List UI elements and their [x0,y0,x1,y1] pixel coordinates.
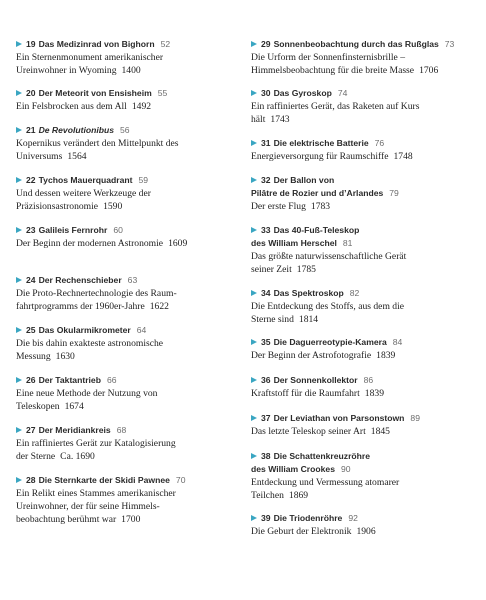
entry-number: 37 [261,413,271,423]
entry-year: 1869 [288,490,309,501]
entry-year: 1906 [356,526,376,537]
triangle-bullet-icon [16,277,22,283]
description-text: Die Urform der Sonnenfinsternisbrille – [251,52,405,63]
entry-heading[interactable] [251,137,473,150]
triangle-bullet-icon [251,90,257,96]
description-text: Der Beginn der Astrofotografie [251,350,372,361]
toc-entry[interactable] [16,124,231,163]
description-text: fahrtprogramms der 1960er-Jahre [16,301,145,312]
triangle-bullet-icon [251,41,257,47]
entry-description-line [16,300,231,313]
entry-title[interactable]: Tychos Mauerquadrant [38,175,133,185]
entry-description-line [16,187,231,200]
entry-year: Ca. 1690 [60,451,95,462]
triangle-bullet-icon [251,140,257,146]
triangle-bullet-icon [16,427,22,433]
entry-heading-line2[interactable] [251,237,473,250]
description-text: Die Entdeckung des Stoffs, aus dem die [251,301,405,312]
entry-number: 22 [26,175,36,185]
entry-year: 1622 [149,301,169,312]
entry-number: 19 [26,39,36,49]
page-number[interactable]: 81 [342,238,353,248]
entry-description-line [16,487,231,500]
description-text: Entdeckung und Vermessung atomarer [251,477,400,488]
page-number[interactable]: 52 [160,39,171,49]
page-number[interactable]: 73 [444,39,455,49]
triangle-bullet-icon [16,177,22,183]
entry-title[interactable]: Der Ballon von [273,175,335,185]
triangle-bullet-icon [16,227,22,233]
triangle-bullet-icon [251,177,257,183]
toc-entry[interactable] [251,412,473,438]
entry-title[interactable]: Das Medizinrad von Bighorn [38,39,155,49]
page-number[interactable]: 79 [389,188,399,198]
toc-entry[interactable] [16,374,231,413]
entry-description-line [16,500,231,513]
entry-description-line [16,150,231,163]
page-number[interactable]: 89 [410,413,420,423]
description-text: Teilchen [251,490,284,501]
triangle-bullet-icon [16,327,22,333]
toc-entry[interactable] [16,174,231,213]
description-text: Sterne sind [251,314,294,325]
entry-number: 31 [261,138,271,148]
entry-year: 1748 [393,151,413,162]
description-text: Die Geburt der Elektronik [251,526,352,537]
entry-description-line [16,100,231,113]
description-text: Kopernikus verändert den Mittelpunkt des [16,138,179,149]
entry-description-line [251,263,473,276]
page-number[interactable]: 86 [363,375,374,385]
entry-description-line [251,250,473,263]
entry-year: 1706 [419,65,439,76]
entry-title[interactable]: Der Rechenschieber [38,275,122,285]
description-text: Ein Relikt eines Stammes amerikanischer [16,488,176,499]
entry-year: 1814 [298,314,319,325]
entry-heading[interactable] [251,336,473,349]
page-number[interactable]: 90 [340,464,351,474]
entry-number: 39 [261,513,271,523]
entry-title[interactable]: Der Meridiankreis [38,425,111,435]
triangle-bullet-icon [251,339,257,345]
entry-description-line [16,237,231,250]
triangle-bullet-icon [16,41,22,47]
entry-number: 38 [261,451,271,461]
entry-description-line [16,437,231,450]
entry-number: 24 [26,275,36,285]
entry-number: 32 [261,175,271,185]
page-number[interactable]: 66 [106,375,117,385]
entry-description-line [251,313,473,326]
entry-number: 36 [261,375,271,385]
description-text: Ein Felsbrocken aus dem All [16,101,127,112]
page-number[interactable]: 82 [349,288,360,298]
entry-description-line [16,287,231,300]
entry-description-line [251,64,473,77]
entry-title[interactable]: Das Spektroskop [273,288,344,298]
triangle-bullet-icon [251,377,257,383]
entry-heading[interactable] [251,512,473,525]
entry-number: 29 [261,39,271,49]
entry-heading[interactable] [16,174,231,187]
triangle-bullet-icon [251,290,257,296]
description-text: Und dessen weitere Werkzeuge der [16,188,151,199]
triangle-bullet-icon [251,227,257,233]
description-text: Der Beginn der modernen Astronomie [16,238,164,249]
entry-description-line [16,200,231,213]
entry-number: 26 [26,375,36,385]
description-text: Ureinwohner, der für seine Himmels- [16,501,160,512]
entry-number: 33 [261,225,271,235]
page-number[interactable]: 68 [116,425,127,435]
entry-number: 27 [26,425,36,435]
entry-description-line [16,350,231,363]
entry-heading-line2[interactable] [251,463,473,476]
toc-entry[interactable] [16,474,231,526]
entry-year: 1630 [55,351,75,362]
triangle-bullet-icon [16,127,22,133]
description-text: seiner Zeit [251,264,292,275]
entry-title[interactable]: Galileis Fernrohr [38,225,108,235]
description-text: Kraftstoff für die Raumfahrt [251,388,360,399]
description-text: Das größte naturwissenschaftliche Gerät [251,251,407,262]
entry-year: 1609 [168,238,188,249]
entry-year: 1839 [364,388,384,399]
page-number[interactable]: 70 [175,475,186,485]
entry-year: 1743 [270,114,290,125]
entry-heading[interactable] [16,374,231,387]
entry-title[interactable]: Die Triodenröhre [273,513,343,523]
entry-heading[interactable] [251,87,473,100]
page-number[interactable]: 63 [127,275,138,285]
page-number[interactable]: 55 [157,88,168,98]
entry-title[interactable]: Der Leviathan von Parsonstown [273,413,405,423]
toc-entry[interactable] [251,512,473,538]
description-text: der Sterne [16,451,56,462]
entry-title[interactable]: Das Gyroskop [273,88,332,98]
page-number[interactable]: 64 [136,325,147,335]
description-text: Energieversorgung für Raumschiffe [251,151,389,162]
entry-title[interactable]: Die Schattenkreuzröhre [273,451,371,461]
entry-title-continued[interactable]: Pilâtre de Rozier und d’Arlandes [251,188,384,198]
entry-number: 30 [261,88,271,98]
description-text: Die bis dahin exakteste astronomische [16,338,164,349]
triangle-bullet-icon [251,453,257,459]
entry-number: 28 [26,475,36,485]
entry-description-line [16,51,231,64]
entry-description-line [16,513,231,526]
toc-entry[interactable] [16,424,231,463]
page-number[interactable]: 60 [113,225,123,235]
entry-heading[interactable] [16,124,231,137]
description-text: Teleskopen [16,401,60,412]
toc-entry[interactable] [16,324,231,363]
description-text: beobachtung berühmt war [16,514,117,525]
entry-year: 1492 [131,101,152,112]
entry-heading[interactable] [251,374,473,387]
entry-title-continued[interactable]: des William Herschel [251,238,337,248]
entry-title[interactable]: Das Okularmikrometer [38,325,131,335]
triangle-bullet-icon [16,477,22,483]
triangle-bullet-icon [251,515,257,521]
entry-title[interactable]: Die elektrische Batterie [273,138,369,148]
entry-year: 1839 [376,350,396,361]
entry-year: 1400 [121,65,141,76]
entry-description-line [251,200,473,213]
toc-entry[interactable] [16,38,231,77]
entry-year: 1564 [67,151,87,162]
triangle-bullet-icon [16,90,22,96]
entry-heading[interactable] [16,38,231,51]
entry-heading[interactable] [251,287,473,300]
description-text: Universums [16,151,63,162]
toc-entry[interactable] [251,374,473,400]
toc-entry[interactable] [251,87,473,126]
entry-title[interactable]: Die Sternkarte der Skidi Pawnee [38,475,170,485]
entry-heading[interactable] [16,474,231,487]
page-number[interactable]: 74 [337,88,348,98]
toc-entry[interactable] [251,174,473,213]
entry-description-line [251,489,473,502]
toc-entry[interactable] [16,274,231,313]
description-text: Das letzte Teleskop seiner Art [251,426,366,437]
entry-heading[interactable] [251,450,473,463]
entry-description-line [251,300,473,313]
toc-entry[interactable] [251,38,473,77]
entry-description-line [251,476,473,489]
description-text: Ureinwohner in Wyoming [16,65,117,76]
entry-year: 1590 [103,201,123,212]
entry-number: 23 [26,225,36,235]
toc-entry[interactable] [251,336,473,362]
description-text: Ein raffiniertes Gerät, das Raketen auf Kurs [251,101,420,112]
entry-title[interactable]: Das 40-Fuß-Teleskop [273,225,360,235]
entry-description-line [251,100,473,113]
entry-year: 1700 [121,514,141,525]
entry-description-line [251,349,473,362]
entry-heading[interactable] [16,224,231,237]
description-text: Himmelsbeobachtung für die breite Masse [251,65,415,76]
entry-description-line [16,450,231,463]
triangle-bullet-icon [251,415,257,421]
entry-title[interactable]: Der Sonnenkollektor [273,375,358,385]
entry-year: 1785 [296,264,316,275]
entry-description-line [16,400,231,413]
entry-description-line [251,51,473,64]
entry-number: 25 [26,325,36,335]
toc-entry[interactable] [251,137,473,163]
description-text: hält [251,114,266,125]
description-text: Ein raffiniertes Gerät zur Katalogisierung [16,438,176,449]
entry-heading[interactable] [16,424,231,437]
entry-description-line [251,150,473,163]
entry-title[interactable]: Der Taktantrieb [38,375,101,385]
description-text: Ein Sternenmonument amerikanischer [16,52,164,63]
entry-number: 21 [26,125,36,135]
description-text: Messung [16,351,51,362]
entry-description-line [16,387,231,400]
entry-heading[interactable] [251,412,473,425]
entry-heading[interactable] [251,224,473,237]
description-text: Präzisionsastronomie [16,201,99,212]
entry-title[interactable]: Sonnenbeobachtung durch das Rußglas [273,39,439,49]
page-number[interactable]: 84 [392,337,403,347]
toc-entry[interactable] [251,224,473,276]
entry-description-line [251,425,473,438]
page-number[interactable]: 76 [374,138,385,148]
entry-year: 1674 [64,401,84,412]
entry-year: 1783 [310,201,331,212]
description-text: Die Proto-Rechnertechnologie des Raum- [16,288,177,299]
entry-description-line [16,337,231,350]
entry-heading[interactable] [251,38,473,51]
entry-title[interactable]: De Revolutionibus [38,125,115,135]
entry-heading[interactable] [251,174,473,187]
entry-number: 20 [26,88,36,98]
toc-entry[interactable] [16,224,231,250]
page-number[interactable]: 59 [138,175,149,185]
entry-description-line [16,64,231,77]
entry-heading[interactable] [16,87,231,100]
entry-title-continued[interactable]: des William Crookes [251,464,335,474]
description-text: Eine neue Methode der Nutzung von [16,388,158,399]
entry-description-line [16,137,231,150]
entry-title[interactable]: Die Daguerreotypie-Kamera [273,337,387,347]
entry-description-line [251,387,473,400]
toc-entry[interactable] [16,87,231,113]
entry-year: 1845 [370,426,390,437]
entry-heading[interactable] [16,274,231,287]
entry-heading[interactable] [16,324,231,337]
entry-description-line [251,113,473,126]
entry-description-line [251,525,473,538]
entry-heading-line2[interactable] [251,187,473,200]
toc-entry[interactable] [251,287,473,326]
entry-number: 34 [261,288,271,298]
page-number[interactable]: 56 [120,125,130,135]
toc-entry[interactable] [251,450,473,502]
page-number[interactable]: 92 [348,513,358,523]
entry-number: 35 [261,337,271,347]
triangle-bullet-icon [16,377,22,383]
description-text: Der erste Flug [251,201,306,212]
entry-title[interactable]: Der Meteorit von Ensisheim [38,88,152,98]
